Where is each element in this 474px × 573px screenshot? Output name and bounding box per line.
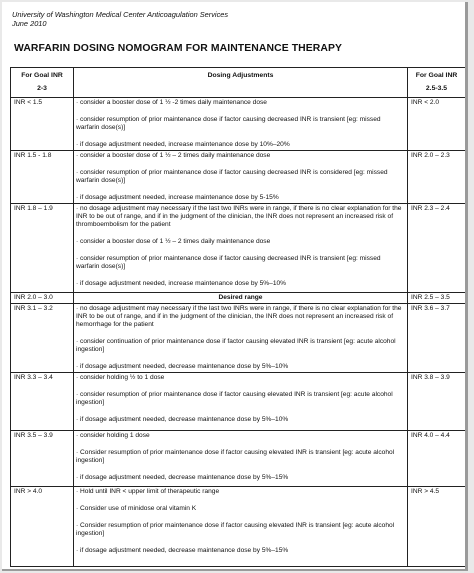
- dosing-adjustments-cell: [74, 151, 408, 204]
- left-inr-range: INR < 1.5: [11, 98, 74, 151]
- dosing-adjustment-item: · if dosage adjustment needed, decrease maintenance dose by 5%–10%: [76, 416, 289, 423]
- item-spacer: [76, 513, 405, 522]
- dosing-adjustment-item: · Consider resumption of prior maintenance dose if factor causing elevated INR is transient [eg: acute alcohol ingestion]: [76, 449, 395, 464]
- dosing-adjustment-item: · Consider resumption of prior maintenance dose if factor causing elevated INR is transient [eg: acute alcohol ingestion]: [76, 522, 395, 537]
- item-spacer: [76, 271, 405, 280]
- dosing-adjustment-item: · consider holding 1 dose: [76, 432, 150, 439]
- header-org: University of Washington Medical Center Anticoagulation Services: [12, 10, 229, 19]
- table-row: [11, 487, 466, 567]
- item-spacer: [76, 407, 405, 416]
- dosing-adjustments-cell: [74, 373, 408, 431]
- dosing-adjustments-cell: [74, 304, 408, 373]
- table-header-row: [11, 68, 466, 98]
- dosing-adjustments-cell: [74, 204, 408, 293]
- left-inr-range: INR 1.5 - 1.8: [11, 151, 74, 204]
- dosing-adjustments-cell: [74, 293, 408, 304]
- dosing-adjustment-item: · consider resumption of prior maintenance dose if factor causing decreased INR is transient [eg: missed warfarin dose(s)]: [76, 116, 381, 131]
- item-spacer: [76, 107, 405, 116]
- right-header-goal: 2.5-3.5: [425, 85, 448, 92]
- right-inr-range: INR 2.0 – 2.3: [408, 151, 466, 204]
- dosing-adjustment-item: · if dosage adjustment needed, increase maintenance dose by 10%–20%: [76, 141, 290, 148]
- left-inr-range: INR 3.5 – 3.9: [11, 431, 74, 487]
- dosing-adjustment-item: · no dosage adjustment may necessary if the last two INRs were in range, if there is no clear explanation for the INR to be out of range, and if in the judgment of the clinician, the INR does not represent an increased risk of hemorrhage for the patient: [76, 305, 402, 328]
- right-inr-range: INR > 4.5: [408, 487, 466, 567]
- item-spacer: [76, 538, 405, 547]
- dosing-adjustments-cell: [74, 98, 408, 151]
- document-header: [12, 10, 228, 28]
- dosing-adjustment-item: · Consider use of minidose oral vitamin K: [76, 505, 197, 512]
- dosing-adjustments-cell: [74, 431, 408, 487]
- table-row: [11, 293, 466, 304]
- item-spacer: [76, 132, 405, 141]
- document-title: WARFARIN DOSING NOMOGRAM FOR MAINTENANCE THERAPY: [14, 43, 343, 54]
- item-spacer: [76, 160, 405, 169]
- left-inr-range: INR 1.8 – 1.9: [11, 204, 74, 293]
- left-header-title: For Goal INR: [21, 72, 63, 79]
- dosing-adjustment-item: · if dosage adjustment needed, decrease maintenance dose by 5%–15%: [76, 474, 289, 481]
- table-row: [11, 304, 466, 373]
- right-inr-range: INR 2.5 – 3.5: [408, 293, 466, 304]
- left-header-goal: 2-3: [37, 85, 47, 92]
- middle-column-header: Dosing Adjustments: [74, 68, 408, 98]
- left-column-header: [11, 68, 74, 98]
- left-inr-range: INR 3.3 – 3.4: [11, 373, 74, 431]
- left-inr-range: INR > 4.0: [11, 487, 74, 567]
- dosing-adjustment-item: · consider holding ½ to 1 dose: [76, 374, 165, 381]
- right-inr-range: INR 3.6 – 3.7: [408, 304, 466, 373]
- item-spacer: [76, 382, 405, 391]
- table-row: [11, 431, 466, 487]
- right-inr-range: INR < 2.0: [408, 98, 466, 151]
- left-inr-range: INR 2.0 – 3.0: [11, 293, 74, 304]
- table-body: [11, 98, 466, 567]
- dosing-adjustment-item: · if dosage adjustment needed, increase maintenance dose by 5%–10%: [76, 280, 287, 287]
- right-inr-range: INR 3.8 – 3.9: [408, 373, 466, 431]
- right-header-title: For Goal INR: [415, 72, 458, 79]
- item-spacer: [76, 246, 405, 255]
- dosing-adjustment-item: · consider a booster dose of 1 ½ -2 times daily maintenance dose: [76, 99, 267, 106]
- dosing-adjustment-item: · if dosage adjustment needed, decrease maintenance dose by 5%–15%: [76, 547, 289, 554]
- desired-range-label: Desired range: [218, 294, 263, 301]
- item-spacer: [76, 354, 405, 363]
- left-inr-range: INR 3.1 – 3.2: [11, 304, 74, 373]
- dosing-adjustment-item: · consider a booster dose of 1 ½ – 2 times daily maintenance dose: [76, 238, 271, 245]
- item-spacer: [76, 185, 405, 194]
- item-spacer: [76, 465, 405, 474]
- dosing-adjustments-cell: [74, 487, 408, 567]
- item-spacer: [76, 440, 405, 449]
- dosing-adjustment-item: · consider resumption of prior maintenance dose if factor causing decreased INR is considered [eg: missed warfarin dose(s)]: [76, 169, 388, 184]
- right-inr-range: INR 4.0 – 4.4: [408, 431, 466, 487]
- dosing-adjustment-item: · consider a booster dose of 1 ½ – 2 times daily maintenance dose: [76, 152, 271, 159]
- dosing-adjustment-item: · Hold until INR < upper limit of therapeutic range: [76, 488, 220, 495]
- item-spacer: [76, 329, 405, 338]
- nomogram-table: [10, 67, 466, 567]
- dosing-adjustment-item: · if dosage adjustment needed, decrease maintenance dose by 5%–10%: [76, 363, 289, 370]
- right-column-header: [408, 68, 466, 98]
- item-spacer: [76, 229, 405, 238]
- item-spacer: [76, 496, 405, 505]
- document-page: [2, 2, 468, 571]
- table-row: [11, 204, 466, 293]
- right-inr-range: INR 2.3 – 2.4: [408, 204, 466, 293]
- table-row: [11, 373, 466, 431]
- header-date: June 2010: [12, 19, 47, 28]
- table-row: [11, 98, 466, 151]
- dosing-adjustment-item: · if dosage adjustment needed, increase maintenance dose by 5-15%: [76, 194, 279, 201]
- dosing-adjustment-item: · consider resumption of prior maintenance dose if factor causing decreased INR is transient [eg: missed warfarin dose(s)]: [76, 255, 381, 270]
- dosing-adjustment-item: · no dosage adjustment may necessary if the last two INRs were in range, if there is no clear explanation for the INR to be out of range, and if in the judgment of the clinician, the INR does not represent an increased risk of thromboembolism for the patient: [76, 205, 402, 228]
- dosing-adjustment-item: · consider continuation of prior maintenance dose if factor causing elevated INR is transient [eg: acute alcohol ingestion]: [76, 338, 396, 353]
- table-row: [11, 151, 466, 204]
- dosing-adjustment-item: · consider resumption of prior maintenance dose if factor causing elevated INR is transient [eg: acute alcohol ingestion]: [76, 391, 393, 406]
